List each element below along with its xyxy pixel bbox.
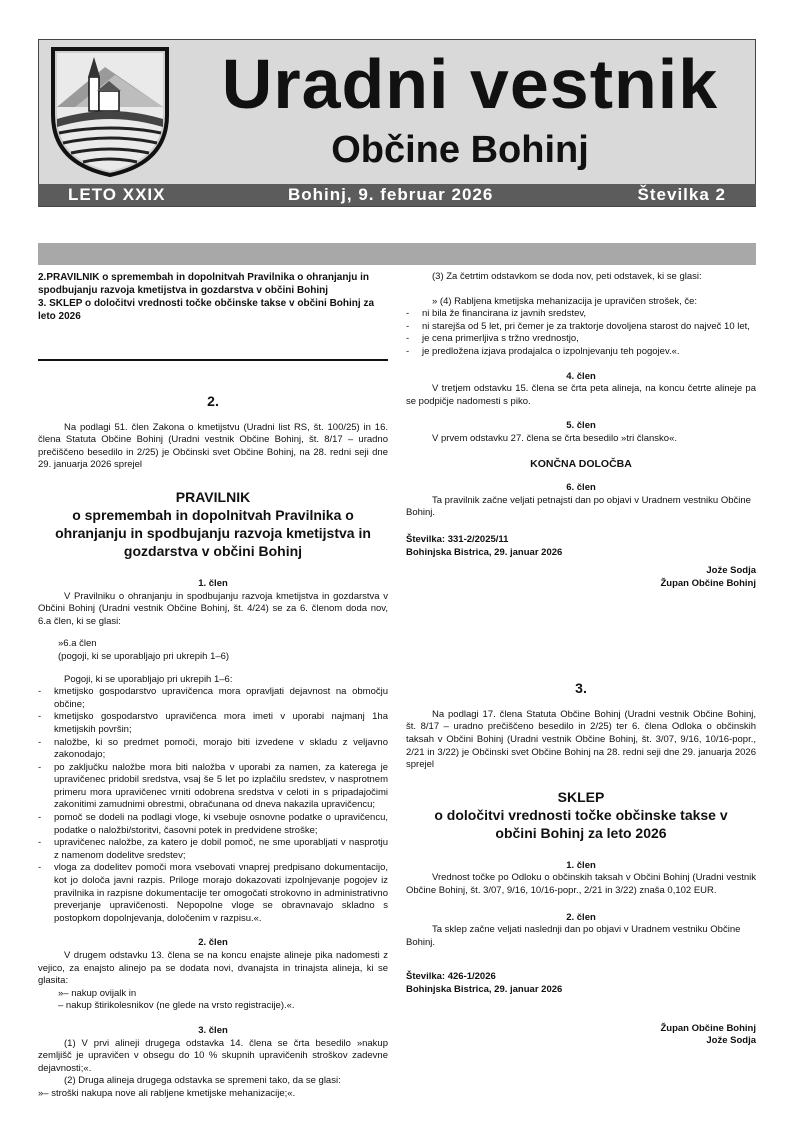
quote-line: (pogoji, ki se uporabljajo pri ukrepih 1–6) xyxy=(58,650,230,662)
article-heading: 2. člen xyxy=(198,937,228,949)
article-text: V drugem odstavku 13. člena se na koncu enajste alineje pika nadomesti z vejico, za enajsto alinejo pa se dodata novi, dvanajsta in trinajsta alineja, ki se glasita: xyxy=(38,950,388,987)
signatory-title: Župan Občine Bohinj xyxy=(660,1022,756,1034)
article-text: » (4) Rabljena kmetijska mehanizacija je upravičen strošek, če: xyxy=(432,295,698,307)
article-heading: 6. člen xyxy=(566,482,596,494)
reference-number: Številka: 426-1/2026 xyxy=(406,971,496,983)
article-heading: 3. člen xyxy=(198,1024,228,1036)
article-heading: 2. člen xyxy=(566,911,596,923)
article-text: V prvem odstavku 27. člena se črta besedilo »tri člansko«. xyxy=(432,432,678,444)
quote-line: »– nakup ovijalk in xyxy=(58,987,137,999)
signatory-name: Jože Sodja xyxy=(706,565,756,577)
article-heading: 4. člen xyxy=(566,370,596,382)
quote-line: – nakup štirikolesnikov (ne glede na vrsto registracije).«. xyxy=(58,1000,295,1012)
conditions-intro: Pogoji, ki se uporabljajo pri ukrepih 1–6: xyxy=(64,673,233,685)
toc-item-pravilnik: 2.PRAVILNIK o spremembah in dopolnitvah Pravilnika o ohranjanju in spodbujanju razvoja kmetijstva in gozdarstva v občini Bohinj xyxy=(38,272,369,296)
preamble: Na podlagi 17. člena Statuta Občine Bohinj (Uradni vestnik Občine Bohinj, št. 8/17 – uradno prečiščeno besedilo in 2/25) ter 6. člena Odloka o občinskih taksah v Občini Bohinj (Uradni vestnik Občine Bohinj, št. 3/07, 9/16, 10/16-popr., 2/21 in 3/22) je Občinski svet Občine Bohinj na 28. redni seji dne 29. januarja 2026 sprejel xyxy=(406,708,756,771)
conditions-list xyxy=(38,686,388,925)
publication-subtitle: Občine Bohinj xyxy=(331,129,589,171)
reference-number: Številka: 331-2/2025/11 xyxy=(406,533,509,545)
list-item: - je cena primerljiva s tržno vrednostjo, xyxy=(406,333,756,346)
toc-item-sklep: 3. SKLEP o določitvi vrednosti točke občinske takse v občini Bohinj za leto 2026 xyxy=(38,298,375,322)
issue-number: Številka 2 xyxy=(637,185,726,204)
list-item: - naložbe, ki so predmet pomoči, morajo biti izvedene v skladu z veljavno zakonodajo; xyxy=(38,737,388,762)
list-item: - je predložena izjava prodajalca o izpolnjevanju teh pogojev.«. xyxy=(406,346,756,359)
article-heading: 5. člen xyxy=(566,420,596,432)
right-column xyxy=(406,271,756,1048)
document-title-type: PRAVILNIK xyxy=(175,488,251,505)
signatory-title: Župan Občine Bohinj xyxy=(660,577,756,589)
section-divider-strip xyxy=(38,243,756,265)
issue-date: Bohinj, 9. februar 2026 xyxy=(288,185,494,204)
toc-divider xyxy=(38,359,388,361)
document-number: 3. xyxy=(575,680,587,697)
document-title-text: o spremembah in dopolnitvah Pravilnika o ohranjanju in spodbujanju razvoja kmetijstva in gozdarstva v občini Bohinj xyxy=(55,506,371,559)
list-item: - ni bila že financirana iz javnih sredstev, xyxy=(406,308,756,321)
article-text: Ta sklep začne veljati naslednji dan po objavi v Uradnem vestniku Občine Bohinj. xyxy=(406,924,741,948)
document-title-text: o določitvi vrednosti točke občinske takse v občini Bohinj za leto 2026 xyxy=(434,806,728,841)
quote-line: »6.a člen xyxy=(58,638,97,650)
issue-bar xyxy=(38,184,756,206)
document-number: 2. xyxy=(207,393,219,409)
article-text: »– stroški nakupa nove ali rabljene kmetijske mehanizacije;«. xyxy=(38,1087,296,1099)
list-item: - pomoč se dodeli na podlagi vloge, ki vsebuje osnovne podatke o upravičencu, podatke o naložbi/storitvi, časovni potek in predvidene stroške; xyxy=(38,812,388,837)
list-item: - kmetijsko gospodarstvo upravičenca mora imeti v uporabi najmanj 1ha kmetijskih površin; xyxy=(38,711,388,736)
issue-year: LETO XXIX xyxy=(68,185,166,204)
conditions-list xyxy=(406,308,756,358)
article-text: (2) Druga alineja drugega odstavka se spremeni tako, da se glasi: xyxy=(64,1075,341,1087)
list-item: - vloga za dodelitev pomoči mora vsebovati vnaprej predpisano dokumentacijo, kot jo določa javni razpis. Priloge morajo dokazovati izpolnjevanje pogojev iz pravilnika in razpisne dokumentacije ter omogočati strokovno in administrativno preverjanje upravičenosti. Nepopolne vloge se obravnavajo skladno s postopkom dopolnjevanja, določenim v razpisu.«. xyxy=(38,862,388,925)
section-heading: KONČNA DOLOČBA xyxy=(530,457,632,470)
article-heading: 1. člen xyxy=(198,577,228,589)
list-item: - po zaključku naložbe mora biti naložba v uporabi za namen, za katerega je upravičenec pridobil sredstva, vsaj še 5 let po izplačilu sredstev, v nasprotnem primeru mora upravičenec vrniti odobrena sredstva v celoti in s pripadajočimi zakonitimi zamudnimi obrestmi, obračunana od dneva nakazila upravičencu; xyxy=(38,762,388,812)
document-title-type: SKLEP xyxy=(557,788,605,805)
preamble: Na podlagi 51. člen Zakona o kmetijstvu (Uradni list RS, št. 100/25) in 16. člena Statuta Občine Bohinj (Uradni vestnik Občine Bohinj, št. 8/17 – uradno prečiščeno besedilo in 2/25) je Občinski svet Občine Bohinj, na 28. redni seji dne 29. januarja 2026 sprejel xyxy=(38,421,388,471)
article-text: (3) Za četrtim odstavkom se doda nov, peti odstavek, ki se glasi: xyxy=(432,271,702,282)
list-item: - ni starejša od 5 let, pri čemer je za traktorje dovoljena starost do največ 10 let, xyxy=(406,321,756,334)
list-item: - kmetijsko gospodarstvo upravičenca mora opravljati dejavnost na območju občine; xyxy=(38,686,388,711)
list-item: - upravičenec naložbe, za katero je dobil pomoč, ne sme uporabljati v nasprotju z namenom dodelitve sredstev; xyxy=(38,837,388,862)
publication-title: Uradni vestnik xyxy=(221,45,719,123)
signatory-name: Jože Sodja xyxy=(706,1035,756,1047)
article-heading: 1. člen xyxy=(566,859,596,871)
place-date: Bohinjska Bistrica, 29. januar 2026 xyxy=(406,984,563,995)
article-text: V tretjem odstavku 15. člena se črta peta alineja, na koncu četrte alineje pa se podpičje nadomesti s piko. xyxy=(406,383,756,407)
left-column xyxy=(38,271,388,1101)
article-text: (1) V prvi alineji drugega odstavka 14. člena se črta besedilo »nakup zemljišč je upravičen v obsegu do 10 % skupnih upravičenih stroškov zadevne dejavnosti;«. xyxy=(38,1037,388,1074)
article-text: Vrednost točke po Odloku o občinskih taksah v Občini Bohinj (Uradni vestnik Občine Bohinj, št. 3/07, 9/16, 10/16-popr., 2/21 in 3/22) znaša 0,102 EUR. xyxy=(406,872,756,897)
article-text: Ta pravilnik začne veljati petnajsti dan po objavi v Uradnem vestniku Občine Bohinj. xyxy=(406,494,751,519)
article-text: V Pravilniku o ohranjanju in spodbujanju razvoja kmetijstva in gozdarstva v Občini Bohinj (Uradni vestnik Občine Bohinj, št. 4/24) se za 6. členom doda nov, 6.a člen, ki se glasi: xyxy=(38,590,388,627)
place-date: Bohinjska Bistrica, 29. januar 2026 xyxy=(406,546,563,558)
bohinj-crest-logo xyxy=(45,45,175,177)
